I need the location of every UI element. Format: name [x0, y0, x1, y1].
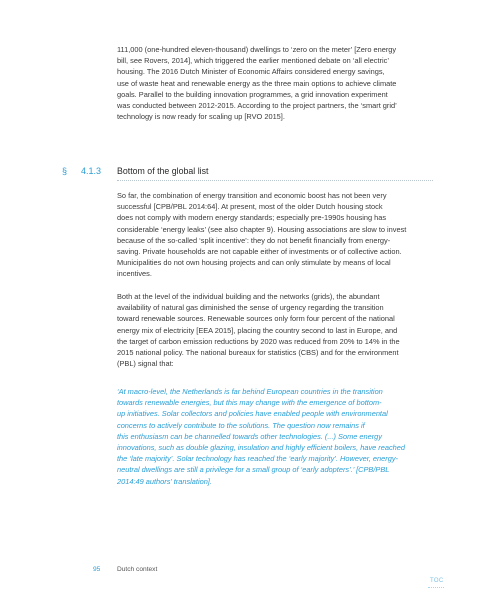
- toc-underline: [428, 587, 444, 588]
- section-number: 4.1.3: [81, 166, 102, 176]
- footer-chapter-title: Dutch context: [117, 566, 158, 573]
- section-divider: [117, 180, 433, 181]
- block-quote: ‘At macro-level, the Netherlands is far behind European countries in the transition towards renewable energies, but this may change with the emergence of bottom- up initiatives. Solar collectors and policies have enabled people with environmental concerns to actively contribute to the solutions. The question now remains if this enthusiasm can be channelled towards other technologies. (...) Some energy innovations, such as double glazing, insulation and highly efficient boilers, have reached the ‘late majority’. Solar technology has reached the ‘early majority’. However, energy- neutral dwellings are still a privilege for a small group of ‘early adopters’.’ [CPB/PBL 2014:49 authors’ translation].: [117, 387, 406, 486]
- page-number: 95: [93, 566, 101, 573]
- section-title: Bottom of the global list: [117, 166, 209, 176]
- body-paragraph-1: So far, the combination of energy transition and economic boost has not been very successful [CPB/PBL 2014:64]. At present, most of the older Dutch housing stock does not comply with modern energy standards; especially pre-1990s housing has considerable ‘energy leaks’ (see also chapter 9). Housing associations are slow to invest because of the so-called ‘split incentive’: they do not benefit financially from energy- saving. Private households are not capable either of investments or of collective action. Municipalities do not own housing projects and can only stimulate by means of local incentives.: [117, 191, 407, 279]
- body-paragraph-2: Both at the level of the individual building and the networks (grids), the abundant availability of natural gas diminished the sense of urgency regarding the transition toward renewable sources. Renewable sources only form four percent of the national energy mix of electricity [EEA 2015], placing the country second to last in Europe, and the target of carbon emission reductions by 2020 was reduced from 20% to 14% in the 2015 national policy. The national bureaux for statistics (CBS) and for the environment (PBL) signal that:: [117, 292, 400, 369]
- intro-paragraph: 111,000 (one-hundred eleven-thousand) dwellings to ‘zero on the meter’ [Zero energy bill, see Rovers, 2014], which triggered the earlier mentioned debate on ‘all electric’ housing. The 2016 Dutch Minister of Economic Affairs considered energy savings, use of waste heat and renewable energy as the three main options to achieve climate goals. Parallel to the building innovation programmes, a grid innovation experiment was conducted between 2012-2015. According to the project partners, the ‘smart grid’ technology is now ready for scaling up [RVO 2015].: [117, 45, 397, 122]
- toc-link[interactable]: TOC: [430, 578, 444, 584]
- section-symbol: §: [62, 166, 68, 176]
